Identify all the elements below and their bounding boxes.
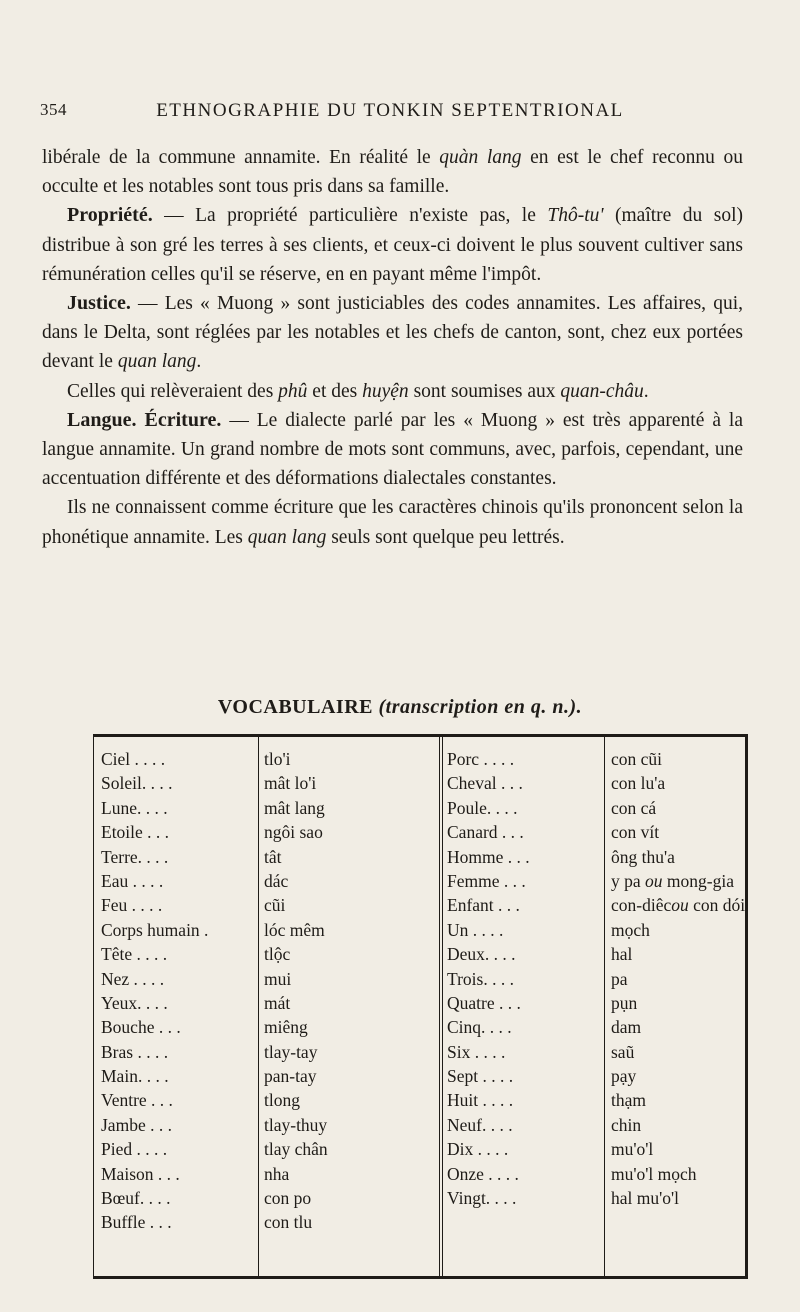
french-word: Enfant . . . <box>447 895 520 916</box>
french-word: Nez . . . . <box>101 968 165 989</box>
muong-word: con po <box>264 1188 312 1209</box>
muong-word: dác <box>264 870 289 891</box>
french-word: Dix . . . . <box>447 1139 509 1160</box>
muong-word: tlay-thuy <box>264 1114 328 1135</box>
column-right-muong <box>611 747 745 1210</box>
italic-term: quan lang <box>247 526 327 548</box>
column-right-french <box>447 747 607 1210</box>
text-run: seuls sont quelque peu lettrés. <box>326 526 565 548</box>
italic-term: Thô-tu' <box>547 205 604 227</box>
word-run: con-diêc <box>611 895 672 916</box>
muong-word <box>611 1088 745 1112</box>
paragraph <box>42 201 743 289</box>
word-run: con lu'a <box>611 773 666 794</box>
word-run: chin <box>611 1114 642 1135</box>
muong-word: miêng <box>264 1017 308 1038</box>
french-word: Bœuf. . . . <box>101 1188 171 1209</box>
text-run: sont soumises aux <box>408 380 561 402</box>
paragraph <box>42 493 743 551</box>
vocabulary-table <box>93 734 748 1279</box>
french-word: Lune. . . . <box>101 797 168 818</box>
text-run: — La propriété particulière n'existe pas, le <box>152 205 548 227</box>
muong-word <box>611 845 745 869</box>
muong-word <box>611 893 745 917</box>
muong-word: ngôi sao <box>264 822 323 843</box>
french-word: Main. . . . <box>101 1066 169 1087</box>
french-word: Vingt. . . . <box>447 1188 517 1209</box>
french-word: Huit . . . . <box>447 1090 514 1111</box>
muong-word: tlộc <box>264 944 291 965</box>
word-run: dam <box>611 1017 642 1038</box>
muong-word <box>611 796 745 820</box>
muong-word: pan-tay <box>264 1066 317 1087</box>
paragraph <box>42 377 743 406</box>
muong-word: nha <box>264 1163 290 1184</box>
muong-word <box>611 747 745 771</box>
italic-term: quan-châu <box>560 380 644 402</box>
french-word: Maison . . . <box>101 1163 180 1184</box>
paragraph <box>42 406 743 494</box>
vocabulary-subtitle: (transcription en q. n.). <box>378 696 583 718</box>
french-word: Terre. . . . <box>101 846 169 867</box>
muong-word <box>611 1015 745 1039</box>
italic-conjunction: ou <box>671 895 689 916</box>
vocabulary-heading: VOCABULAIRE <box>217 696 373 718</box>
muong-word <box>611 1064 745 1088</box>
word-run: con cũi <box>611 749 663 769</box>
word-run: pa <box>611 968 628 989</box>
muong-word: cũi <box>264 895 286 916</box>
section-heading: Propriété. <box>67 204 153 227</box>
body-text <box>42 143 743 552</box>
muong-word: mui <box>264 968 292 989</box>
word-run: thạm <box>611 1090 646 1111</box>
muong-word: tlay chân <box>264 1139 328 1160</box>
word-run: con cá <box>611 797 657 818</box>
muong-word: con tlu <box>264 1212 313 1233</box>
muong-word: tlo'i <box>264 749 291 769</box>
muong-word <box>611 942 745 966</box>
word-run: saũ <box>611 1041 635 1062</box>
text-run: — Les « Muong » sont justiciables des codes annamites. Les affaires, qui, dans le Delta, sont réglées par les notables et les chefs de canton, sont, chez eux portées devant le <box>42 293 743 373</box>
italic-term: quan lang <box>117 351 197 373</box>
muong-word <box>611 1113 745 1137</box>
vocabulary-title <box>0 696 800 719</box>
french-word: Cheval . . . <box>447 773 523 794</box>
italic-term: phû <box>278 380 308 402</box>
word-run: hal mu'o'l <box>611 1188 680 1209</box>
word-run: mọch <box>611 919 650 940</box>
text-run: en est le chef reconnu ou occulte et les notables sont tous pris dans sa famille. <box>42 147 744 198</box>
muong-word <box>611 1040 745 1064</box>
french-word: Buffle . . . <box>101 1212 172 1233</box>
french-word: Ventre . . . <box>101 1090 173 1111</box>
french-word: Cinq. . . . <box>447 1017 512 1038</box>
french-word: Corps humain . <box>101 919 209 940</box>
french-word: Bras . . . . <box>101 1041 169 1062</box>
section-heading: Justice. <box>67 292 131 315</box>
muong-word: tlong <box>264 1090 300 1111</box>
page-header <box>40 100 740 140</box>
muong-word <box>611 1137 745 1161</box>
french-word: Feu . . . . <box>101 895 163 916</box>
text-run: et des <box>307 380 363 402</box>
italic-term: huyện <box>362 380 409 402</box>
french-word: Quatre . . . <box>447 992 521 1013</box>
french-word: Femme . . . <box>447 870 526 891</box>
word-run: con dói <box>688 895 746 916</box>
text-run: . <box>643 380 649 402</box>
word-run: mu'o'l <box>611 1139 654 1160</box>
french-word: Deux. . . . <box>447 944 516 965</box>
french-word: Canard . . . <box>447 822 524 843</box>
word-run: y pa <box>611 870 646 891</box>
french-word: Porc . . . . <box>447 749 515 769</box>
text-run: . <box>196 351 202 373</box>
italic-term: quàn lang <box>439 147 522 168</box>
french-word: Jambe . . . <box>101 1114 172 1135</box>
text-run: — Le dialecte parlé par les « Muong » est très apparenté à la langue annamite. Un grand nombre de mots sont communs, avec, parfois, cependant, une accentuation différente et des déformations dialectales constantes. <box>42 409 744 490</box>
muong-word: tât <box>264 846 282 867</box>
muong-word: tlay-tay <box>264 1041 318 1062</box>
french-word: Etoile . . . <box>101 822 170 843</box>
muong-word <box>611 1186 745 1210</box>
paragraph <box>42 143 743 201</box>
muong-word: mât lang <box>264 797 325 818</box>
paragraph <box>42 289 743 377</box>
muong-word <box>611 869 745 893</box>
muong-word: mát <box>264 992 291 1013</box>
text-run: libérale de la commune annamite. En réalité le <box>42 147 440 168</box>
text-run: Celles qui relèveraient des <box>67 380 279 402</box>
column-left-muong <box>264 747 444 1235</box>
running-title: ETHNOGRAPHIE DU TONKIN SEPTENTRIONAL <box>156 100 624 121</box>
muong-word <box>611 918 745 942</box>
french-word: Neuf. . . . <box>447 1114 513 1135</box>
italic-conjunction: ou <box>645 870 663 891</box>
french-word: Pied . . . . <box>101 1139 168 1160</box>
french-word: Sept . . . . <box>447 1066 514 1087</box>
french-word: Onze . . . . <box>447 1163 519 1184</box>
french-word: Poule. . . . <box>447 797 518 818</box>
french-word: Eau . . . . <box>101 870 164 891</box>
french-word: Bouche . . . <box>101 1017 181 1038</box>
french-word: Six . . . . <box>447 1041 506 1062</box>
muong-word <box>611 967 745 991</box>
muong-word <box>611 1162 745 1186</box>
word-run: ông thu'a <box>611 846 675 867</box>
word-run: mong-gia <box>662 870 734 891</box>
french-word: Yeux. . . . <box>101 992 168 1013</box>
word-run: pạy <box>611 1066 637 1087</box>
french-word: Tête . . . . <box>101 944 168 965</box>
french-word: Trois. . . . <box>447 968 514 989</box>
word-run: mu'o'l mọch <box>611 1163 697 1184</box>
section-heading: Langue. Écriture. <box>67 408 222 431</box>
text-run: (maître du sol) distribue à son gré les terres à ses clients, et ceux-ci doivent le plus souvent cultiver sans rémunération celles qu'il se réserve, en en payant même l'impôt. <box>42 205 743 285</box>
french-word: Homme . . . <box>447 846 530 867</box>
page-number: 354 <box>40 100 67 119</box>
muong-word: lóc mêm <box>264 919 325 940</box>
muong-word <box>611 991 745 1015</box>
muong-word: mât lo'i <box>264 773 317 794</box>
word-run: con vít <box>611 822 660 843</box>
french-word: Ciel . . . . <box>101 749 166 769</box>
french-word: Soleil. . . . <box>101 773 173 794</box>
french-word: Un . . . . <box>447 919 504 940</box>
text-run: Ils ne connaissent comme écriture que les caractères chinois qu'ils prononcent selon la phonétique annamite. Les <box>42 497 743 548</box>
word-run: pụn <box>611 992 638 1013</box>
muong-word <box>611 820 745 844</box>
column-left-french <box>101 747 261 1235</box>
muong-word <box>611 771 745 795</box>
word-run: hal <box>611 944 633 965</box>
